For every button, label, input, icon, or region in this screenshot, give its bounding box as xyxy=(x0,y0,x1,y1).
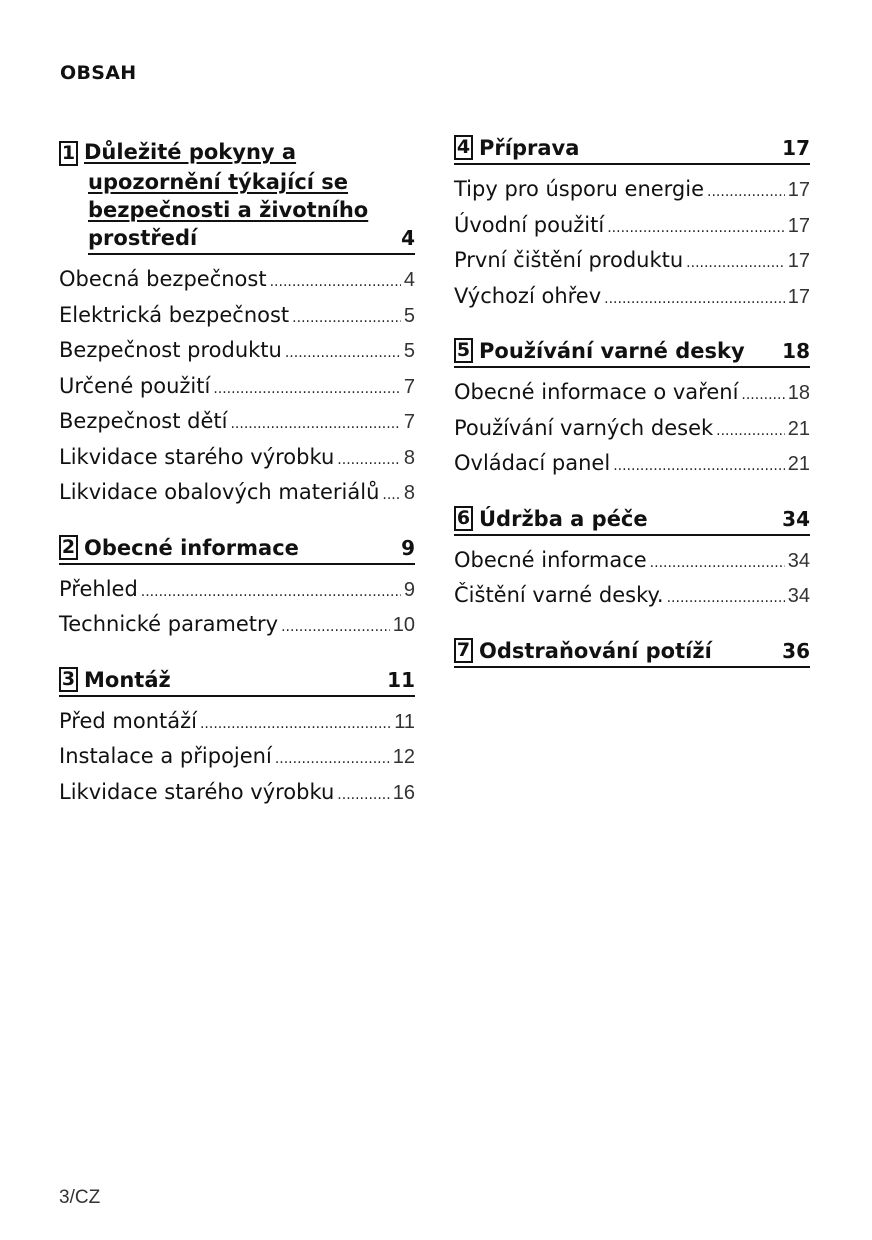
section-number-badge: 3 xyxy=(59,667,78,692)
section-title: Údržba a péče xyxy=(479,506,648,531)
toc-entry-page-number: 17 xyxy=(787,214,810,237)
dot-leader xyxy=(281,611,390,644)
toc-entry-page-number: 21 xyxy=(787,453,810,475)
toc-section-5 xyxy=(454,337,810,483)
section-heading[interactable] xyxy=(454,505,810,536)
toc-section-6 xyxy=(454,505,810,615)
toc-entry-title: Přehled xyxy=(59,576,138,601)
toc-entry[interactable] xyxy=(454,376,810,412)
toc-entry-title: Obecná bezpečnost xyxy=(59,267,267,291)
toc-entry-page-number: 7 xyxy=(403,411,415,433)
toc-section-4 xyxy=(454,134,810,315)
toc-entry-title: Obecné informace o vaření xyxy=(454,380,739,404)
dot-leader xyxy=(270,266,401,299)
toc-entry[interactable] xyxy=(59,608,415,644)
toc-entry-title: Úvodní použití xyxy=(454,212,605,237)
toc-entry-title: Obecné informace xyxy=(454,547,647,572)
toc-entry-page-number: 11 xyxy=(394,710,415,733)
section-page-number: 17 xyxy=(782,136,810,160)
toc-entry-page-number: 10 xyxy=(392,614,415,636)
toc-entry-title: Ovládací panel xyxy=(454,451,611,475)
section-title: Montáž xyxy=(84,667,171,692)
section-title-line: bezpečnosti a životního xyxy=(88,198,369,222)
toc-entry[interactable] xyxy=(59,573,415,609)
toc-entry[interactable] xyxy=(454,447,810,483)
toc-entry-title: První čištění produktu xyxy=(454,248,684,272)
toc-entry-title: Před montáží xyxy=(59,708,197,733)
dot-leader xyxy=(285,337,401,370)
toc-entry-title: Elektrická bezpečnost xyxy=(59,302,290,327)
toc-entry-page-number: 9 xyxy=(403,578,415,601)
toc-entry[interactable] xyxy=(59,441,415,477)
toc-entry-page-number: 8 xyxy=(403,482,415,504)
toc-entry-page-number: 34 xyxy=(787,585,810,607)
section-heading[interactable] xyxy=(59,138,415,255)
toc-entry-page-number: 16 xyxy=(392,781,415,804)
section-page-number: 34 xyxy=(782,506,810,531)
dot-leader xyxy=(686,247,785,280)
toc-entry[interactable] xyxy=(59,476,415,512)
dot-leader xyxy=(716,415,785,448)
toc-entry[interactable] xyxy=(454,544,810,580)
toc-entry-page-number: 34 xyxy=(787,549,810,572)
toc-entry-title: Instalace a připojení xyxy=(59,744,272,768)
dot-leader xyxy=(337,444,401,477)
toc-entry[interactable] xyxy=(59,263,415,299)
section-page-number: 9 xyxy=(401,535,415,560)
toc-entry-page-number: 21 xyxy=(787,417,810,440)
toc-entry[interactable] xyxy=(454,244,810,280)
toc-entry-title: Technické parametry xyxy=(59,612,279,636)
dot-leader xyxy=(741,379,784,412)
dot-leader xyxy=(292,302,401,335)
toc-entry[interactable] xyxy=(59,299,415,335)
toc-entry[interactable] xyxy=(454,579,810,615)
section-page-number: 18 xyxy=(782,339,810,363)
section-page-number: 36 xyxy=(782,638,810,663)
page-title: OBSAH xyxy=(60,62,137,84)
section-heading[interactable] xyxy=(454,637,810,668)
toc-entry-title: Čištění varné desky. xyxy=(454,583,664,607)
toc-entry[interactable] xyxy=(59,705,415,741)
toc-entry[interactable] xyxy=(59,740,415,776)
toc-entry-page-number: 7 xyxy=(403,375,415,398)
dot-leader xyxy=(141,576,401,609)
dot-leader xyxy=(213,373,401,406)
toc-entry[interactable] xyxy=(454,412,810,448)
dot-leader xyxy=(604,283,785,316)
section-title: Obecné informace xyxy=(84,535,299,560)
toc-entry-title: Bezpečnost dětí xyxy=(59,409,228,433)
toc-section-1 xyxy=(59,138,415,512)
section-number-badge: 2 xyxy=(59,535,78,560)
toc-entry-title: Likvidace obalových materiálů xyxy=(59,480,380,504)
toc-entry[interactable] xyxy=(59,405,415,441)
section-number-badge: 7 xyxy=(454,638,473,663)
section-title-line: upozornění týkající se xyxy=(88,170,349,194)
section-heading[interactable] xyxy=(59,666,415,697)
toc-entry-page-number: 17 xyxy=(787,285,810,308)
section-title-line: Důležité pokyny a xyxy=(84,140,297,164)
toc-entry-page-number: 18 xyxy=(787,382,810,404)
page-footer-number: 3/CZ xyxy=(59,1187,101,1208)
dot-leader xyxy=(275,743,390,776)
toc-right-column xyxy=(454,134,810,690)
section-number-badge: 4 xyxy=(454,135,473,160)
dot-leader xyxy=(667,582,785,615)
toc-entry-title: Výchozí ohřev xyxy=(454,283,602,308)
toc-entry-title: Tipy pro úsporu energie xyxy=(454,177,705,201)
toc-entry[interactable] xyxy=(59,370,415,406)
toc-section-2 xyxy=(59,534,415,644)
toc-entry[interactable] xyxy=(454,280,810,316)
toc-entry-page-number: 17 xyxy=(787,250,810,272)
toc-entry-page-number: 17 xyxy=(787,179,810,201)
section-number-badge: 6 xyxy=(454,506,473,531)
toc-section-3 xyxy=(59,666,415,812)
section-page-number: 11 xyxy=(387,667,415,692)
section-number-badge: 5 xyxy=(454,338,473,363)
toc-entry-title: Likvidace starého výrobku xyxy=(59,779,335,804)
section-title: Používání varné desky xyxy=(479,339,745,363)
toc-entry-title: Používání varných desek xyxy=(454,415,714,440)
dot-leader xyxy=(230,408,400,441)
section-title: Odstraňování potíží xyxy=(479,638,712,663)
section-heading[interactable] xyxy=(59,534,415,565)
dot-leader xyxy=(613,450,785,483)
toc-entry-page-number: 5 xyxy=(403,340,415,362)
section-number-badge: 1 xyxy=(59,141,78,166)
toc-section-7 xyxy=(454,637,810,668)
section-heading[interactable] xyxy=(454,134,810,165)
toc-entry[interactable] xyxy=(59,776,415,812)
toc-entry-page-number: 8 xyxy=(403,446,415,469)
dot-leader xyxy=(382,479,401,512)
dot-leader xyxy=(200,708,391,741)
section-title-line: prostředí xyxy=(88,226,198,250)
toc-entry-page-number: 4 xyxy=(403,269,415,291)
toc-entry[interactable] xyxy=(59,334,415,370)
toc-entry-page-number: 12 xyxy=(392,746,415,768)
dot-leader xyxy=(707,176,785,209)
section-heading[interactable] xyxy=(454,337,810,368)
toc-entry-title: Bezpečnost produktu xyxy=(59,338,282,362)
toc-entry-title: Likvidace starého výrobku xyxy=(59,444,335,469)
toc-entry[interactable] xyxy=(454,209,810,245)
toc-entry-page-number: 5 xyxy=(403,304,415,327)
dot-leader xyxy=(650,547,785,580)
dot-leader xyxy=(607,212,785,245)
dot-leader xyxy=(337,779,389,812)
section-page-number: 4 xyxy=(401,226,415,250)
toc-left-column xyxy=(59,138,415,833)
toc-entry[interactable] xyxy=(454,173,810,209)
section-title: Příprava xyxy=(479,136,580,160)
toc-entry-title: Určené použití xyxy=(59,373,211,398)
